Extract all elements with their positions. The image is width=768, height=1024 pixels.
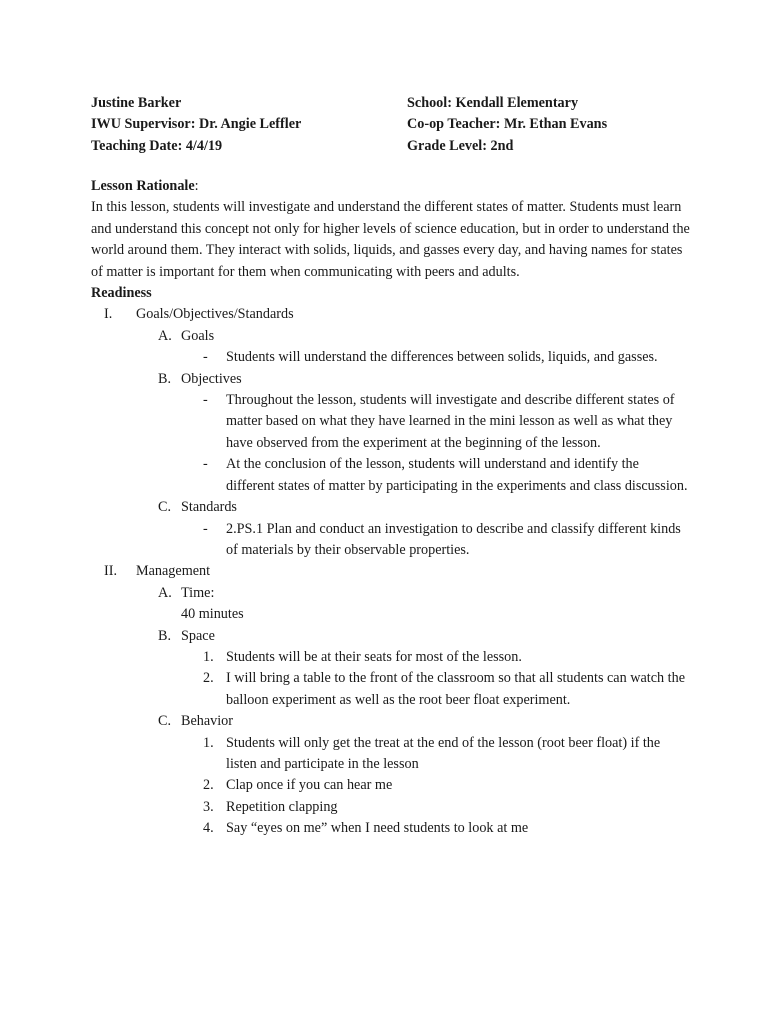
subsection-objectives <box>91 369 691 390</box>
grade-level: Grade Level: 2nd <box>407 137 514 154</box>
subsection-marker: A. <box>158 584 172 601</box>
subsection-behavior <box>91 711 691 732</box>
list-item-text: Students will be at their seats for most of the lesson. <box>226 648 522 665</box>
list-item <box>91 733 691 776</box>
subsection-standards <box>91 497 691 518</box>
time-value: 40 minutes <box>181 606 244 623</box>
list-item <box>91 797 691 818</box>
subsection-goals <box>91 326 691 347</box>
document-body <box>91 176 691 840</box>
section-goals-objectives-standards <box>91 304 691 325</box>
list-number: 2. <box>203 670 214 687</box>
list-item <box>91 668 691 711</box>
section-marker: II. <box>104 563 117 580</box>
header-row-1 <box>91 93 691 114</box>
list-item-text: 2.PS.1 Plan and conduct an investigation to describe and classify different kinds of materials by their observable properties. <box>226 520 681 558</box>
list-item <box>91 647 691 668</box>
header-row-3 <box>91 136 691 157</box>
list-item-text: Students will understand the differences between solids, liquids, and gasses. <box>226 349 658 366</box>
teaching-date: Teaching Date: 4/4/19 <box>91 137 223 154</box>
list-number: 3. <box>203 798 214 815</box>
subsection-marker: C. <box>158 499 172 516</box>
list-number: 2. <box>203 777 214 794</box>
section-title: Goals/Objectives/Standards <box>136 306 294 323</box>
list-item <box>91 454 691 497</box>
subsection-title: Goals <box>181 327 215 344</box>
section-title: Management <box>136 563 211 580</box>
subsection-time <box>91 583 691 604</box>
subsection-marker: B. <box>158 370 172 387</box>
subsection-marker: A. <box>158 327 172 344</box>
list-item-text: Clap once if you can hear me <box>226 777 393 794</box>
list-item-text: At the conclusion of the lesson, students will understand and identify the different states of matter by participating in the experiments and class discussion. <box>226 456 688 494</box>
section-management <box>91 561 691 582</box>
readiness-heading: Readiness <box>91 285 152 302</box>
list-item <box>91 390 691 454</box>
subsection-marker: C. <box>158 713 172 730</box>
list-item <box>91 775 691 796</box>
student-name: Justine Barker <box>91 95 182 111</box>
list-item-text: Say “eyes on me” when I need students to look at me <box>226 820 529 837</box>
list-item-text: I will bring a table to the front of the classroom so that all students can watch the balloon experiment as well as the root beer float experiment. <box>226 670 686 708</box>
subsection-title: Behavior <box>181 713 234 730</box>
rationale-paragraph: In this lesson, students will investigate and understand the different states of matter. Students must learn and understand this concept not only for higher levels of science education, but in order to understand the world around them. They interact with solids, liquids, and gasses every day, and having names for states of matter is important for them when communicating with peers and adults. <box>91 199 690 280</box>
section-marker: I. <box>104 306 113 323</box>
list-item <box>91 347 691 368</box>
rationale-heading: Lesson Rationale <box>91 178 195 194</box>
rationale-heading-line <box>91 176 691 197</box>
bullet-dash: - <box>203 349 208 366</box>
subsection-title: Objectives <box>181 370 242 387</box>
subsection-title: Standards <box>181 499 237 516</box>
header-row-2 <box>91 114 691 135</box>
list-number: 1. <box>203 648 214 665</box>
subsection-marker: B. <box>158 627 172 644</box>
bullet-dash: - <box>203 456 208 473</box>
subsection-title: Time: <box>181 584 215 601</box>
school-name: School: Kendall Elementary <box>407 95 579 111</box>
subsection-space <box>91 626 691 647</box>
subsection-title: Space <box>181 627 215 644</box>
list-item-text: Throughout the lesson, students will investigate and describe different states of matter based on what they have learned in the mini lesson as well as what they have observed from the experiment at the beginning of the lesson. <box>226 392 675 451</box>
time-value-line <box>91 604 691 625</box>
list-number: 4. <box>203 820 214 837</box>
bullet-dash: - <box>203 392 208 409</box>
document-header <box>91 93 691 157</box>
coop-teacher-name: Co-op Teacher: Mr. Ethan Evans <box>407 116 608 133</box>
list-item-text: Students will only get the treat at the end of the lesson (root beer float) if the listen and participate in the lesson <box>226 734 661 772</box>
list-item <box>91 818 691 839</box>
list-item <box>91 519 691 562</box>
rationale-colon: : <box>194 178 199 194</box>
list-number: 1. <box>203 734 214 751</box>
supervisor-name: IWU Supervisor: Dr. Angie Leffler <box>91 116 302 133</box>
list-item-text: Repetition clapping <box>226 798 338 815</box>
bullet-dash: - <box>203 520 208 537</box>
